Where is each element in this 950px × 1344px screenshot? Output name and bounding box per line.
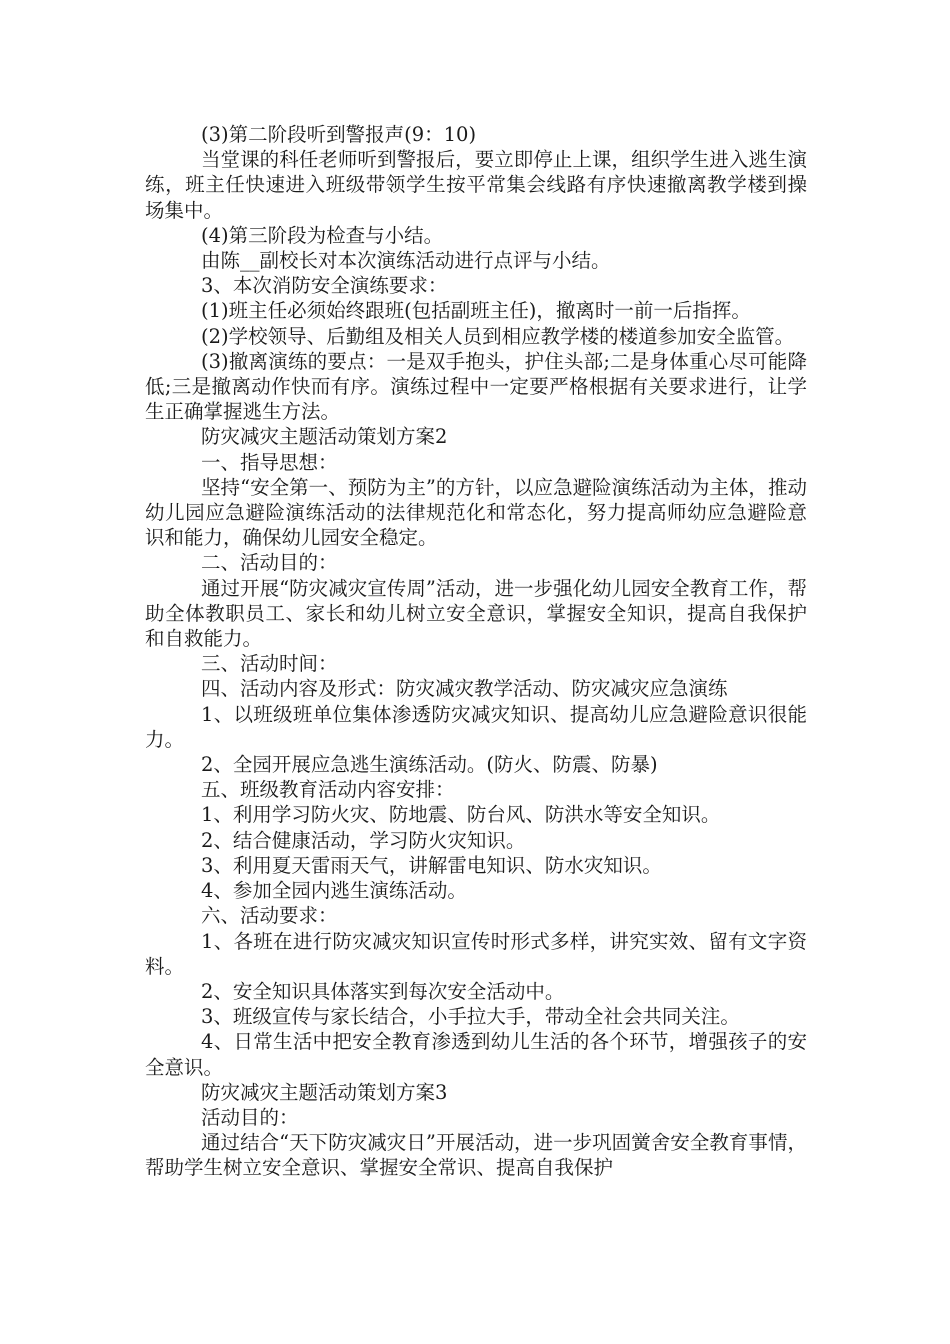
paragraph: 二、活动目的： <box>201 551 338 575</box>
paragraph: (4)第三阶段为检查与小结。 <box>201 223 444 247</box>
section-heading: 防灾减灾主题活动策划方案3 <box>201 1080 448 1104</box>
paragraph: 通过结合“天下防灾减灾日”开展活动，进一步巩固黉舍安全教育事情，帮助学生树立安全意识、掌握安全常识、提高自我保护 <box>145 1131 807 1180</box>
paragraph: 六、活动要求： <box>201 904 338 928</box>
paragraph: 五、班级教育活动内容安排： <box>201 778 455 802</box>
paragraph: 由陈__副校长对本次演练活动进行点评与小结。 <box>201 249 611 273</box>
paragraph: 2、结合健康活动，学习防火灾知识。 <box>201 828 526 852</box>
paragraph: (3)第二阶段听到警报声(9：10) <box>201 123 477 146</box>
paragraph: 1、利用学习防火灾、防地震、防台风、防洪水等安全知识。 <box>201 803 721 827</box>
paragraph: (2)学校领导、后勤组及相关人员到相应教学楼的楼道参加安全监管。 <box>201 324 795 348</box>
paragraph: 2、安全知识具体落实到每次安全活动中。 <box>201 979 565 1003</box>
paragraph: (1)班主任必须始终跟班(包括副班主任)，撤离时一前一后指挥。 <box>201 299 751 323</box>
paragraph: 四、活动内容及形式：防灾减灾教学活动、防灾减灾应急演练 <box>201 677 728 701</box>
paragraph: 三、活动时间： <box>201 652 338 676</box>
paragraph: 活动目的： <box>201 1105 299 1129</box>
section-heading: 防灾减灾主题活动策划方案2 <box>201 425 448 449</box>
paragraph: (3)撤离演练的要点：一是双手抱头，护住头部;二是身体重心尽可能降低;三是撤离动作快而有序。演练过程中一定要严格根据有关要求进行，让学生正确掌握逃生方法。 <box>145 349 807 424</box>
paragraph: 4、日常生活中把安全教育渗透到幼儿生活的各个环节，增强孩子的安全意识。 <box>145 1030 807 1079</box>
paragraph: 坚持“安全第一、预防为主”的方针，以应急避险演练活动为主体，推动幼儿园应急避险演练活动的法律规范化和常态化，努力提高师幼应急避险意识和能力，确保幼儿园安全稳定。 <box>145 475 807 550</box>
document-body <box>145 122 807 1181</box>
paragraph: 1、以班级班单位集体渗透防灾减灾知识、提高幼儿应急避险意识很能力。 <box>145 702 807 751</box>
paragraph: 3、利用夏天雷雨天气，讲解雷电知识、防水灾知识。 <box>201 853 662 877</box>
paragraph: 4、参加全园内逃生演练活动。 <box>201 879 467 903</box>
paragraph: 3、班级宣传与家长结合，小手拉大手，带动全社会共同关注。 <box>201 1005 740 1029</box>
paragraph: 2、全园开展应急逃生演练活动。(防火、防震、防暴) <box>201 753 658 777</box>
paragraph: 当堂课的科任老师听到警报后，要立即停止上课，组织学生进入逃生演练，班主任快速进入班级带领学生按平常集会线路有序快速撤离教学楼到操场集中。 <box>145 148 807 222</box>
paragraph: 一、指导思想： <box>201 450 338 474</box>
paragraph: 3、本次消防安全演练要求： <box>201 274 448 298</box>
paragraph: 1、各班在进行防灾减灾知识宣传时形式多样，讲究实效、留有文字资料。 <box>145 929 807 978</box>
paragraph: 通过开展“防灾减灾宣传周”活动，进一步强化幼儿园安全教育工作，帮助全体教职员工、家长和幼儿树立安全意识，掌握安全知识，提高自我保护和自救能力。 <box>145 576 807 651</box>
